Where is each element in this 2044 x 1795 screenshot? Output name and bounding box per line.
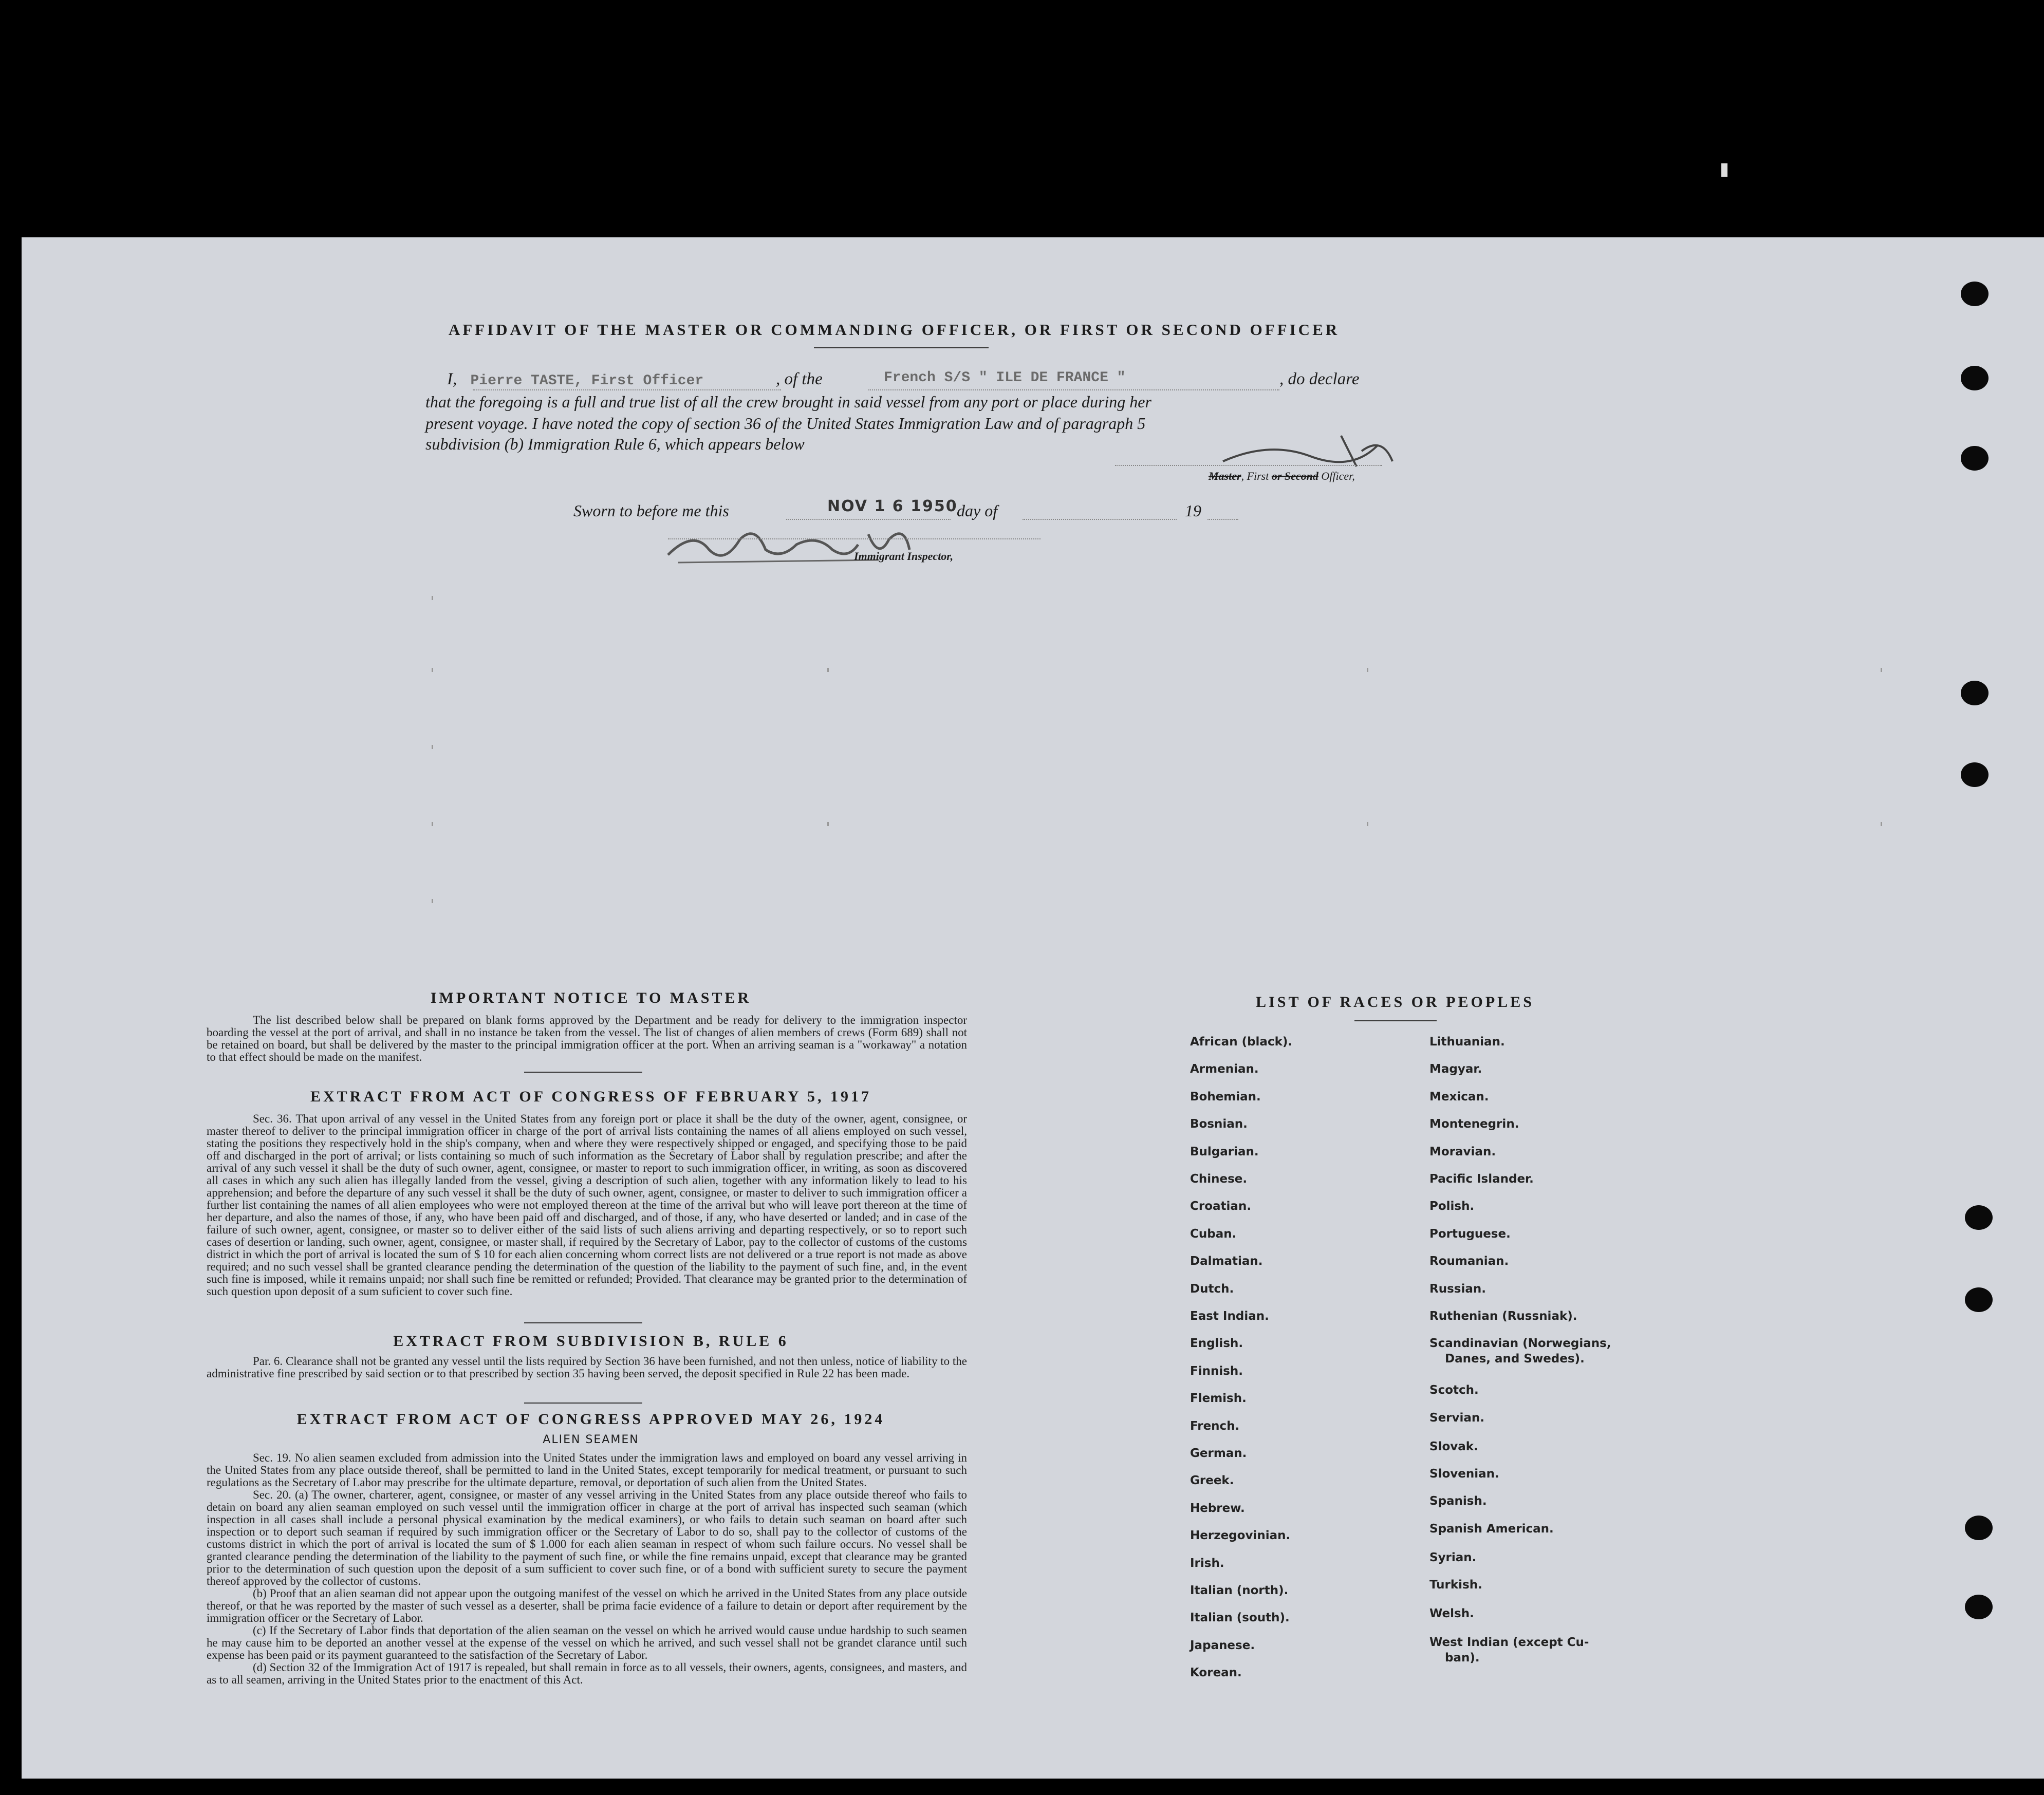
- officer-caption: [1209, 470, 1355, 483]
- extract1917-rule: [524, 1322, 642, 1323]
- struck-second: or Second: [1271, 470, 1318, 482]
- race-item: Korean.: [1190, 1666, 1242, 1680]
- tick-mark: [432, 899, 433, 903]
- race-item: German.: [1190, 1447, 1247, 1460]
- race-item: Herzegovinian.: [1190, 1529, 1291, 1543]
- extract1917-text: [207, 1113, 967, 1298]
- race-item: Italian (north).: [1190, 1584, 1289, 1597]
- tick-mark: [1881, 668, 1882, 672]
- tick-mark: [432, 822, 433, 826]
- extractRule6-text: [207, 1355, 967, 1380]
- vessel-fill-line: [868, 389, 1279, 390]
- race-item: Pacific Islander.: [1429, 1172, 1534, 1186]
- sworn-year-line: [1207, 519, 1238, 520]
- tick-mark: [1367, 668, 1368, 672]
- binder-hole: [1961, 681, 1989, 705]
- caption-officer: Officer,: [1321, 470, 1355, 482]
- race-item: Croatian.: [1190, 1200, 1252, 1213]
- extract1924-title: EXTRACT FROM ACT OF CONGRESS APPROVED MAY 26, 1924: [296, 1411, 885, 1428]
- race-item: Cuban.: [1190, 1227, 1237, 1241]
- race-item: Japanese.: [1190, 1638, 1255, 1652]
- race-item: Bulgarian.: [1190, 1145, 1259, 1158]
- tick-mark: [432, 745, 433, 749]
- race-item: Portuguese.: [1429, 1227, 1511, 1241]
- notice-title: IMPORTANT NOTICE TO MASTER: [430, 989, 752, 1006]
- extract1924-subtitle: ALIEN SEAMEN: [543, 1433, 639, 1446]
- race-item: Syrian.: [1429, 1550, 1477, 1564]
- sworn-month-line: [1023, 519, 1177, 520]
- tick-mark: [827, 668, 829, 672]
- sworn-day-of: day of: [957, 501, 998, 520]
- extractRule6-paragraph: Par. 6. Clearance shall not be granted any vessel until the lists required by Section 36 have been furnished, and not then unless, notice of liability to the administrative fine prescribed by said section or to that prescribed by section 35 having been served, the deposit specified in Rule 22 has been made.: [207, 1355, 967, 1380]
- affidavit-do-declare: , do declare: [1279, 370, 1360, 388]
- binder-hole: [1965, 1287, 1993, 1312]
- race-item: East Indian.: [1190, 1310, 1269, 1323]
- caption-first: , First: [1241, 470, 1269, 482]
- inspector-signature: [663, 519, 954, 575]
- tick-mark: [827, 822, 829, 826]
- extract1924-paragraph: (b) Proof that an alien seaman did not appear upon the outgoing manifest of the vessel on which he arrived in the United States from any place outside thereof, or that he was reported by the master of such vessel as a deserter, shall be prima facie evidence of a failure to detain or deport after requirement by the immigration officer or the Secretary of Labor.: [207, 1587, 967, 1624]
- notice-rule: [524, 1072, 642, 1073]
- race-item: French.: [1190, 1419, 1240, 1433]
- sworn-year: 19: [1185, 501, 1201, 520]
- race-item: Spanish American.: [1429, 1522, 1554, 1536]
- extract1917-title: EXTRACT FROM ACT OF CONGRESS OF FEBRUARY 5, 1917: [310, 1088, 872, 1105]
- race-item: Italian (south).: [1190, 1611, 1290, 1625]
- inspector-caption: Immigrant Inspector,: [854, 550, 954, 563]
- binder-hole: [1965, 1205, 1993, 1230]
- race-item: Russian.: [1429, 1282, 1486, 1296]
- extract1924-paragraph: Sec. 19. No alien seamen excluded from admission into the United States under the immigration laws and employed on board any vessel arriving in the United States from any place outside thereof, shall be permitted to land in the United States, except temporarily for medical treatment, or pursuant to such regulations as the Secretary of Labor may prescribe for the ultimate departure, removal, or deportation of such alien from the United States.: [207, 1451, 967, 1489]
- affidavit-line4: subdivision (b) Immigration Rule 6, which appears below: [425, 435, 805, 453]
- race-item: Finnish.: [1190, 1364, 1243, 1378]
- affidavit-of-the: , of the: [776, 370, 823, 388]
- extractRule6-rule: [524, 1403, 642, 1404]
- race-item: Servian.: [1429, 1411, 1485, 1425]
- race-item: Bohemian.: [1190, 1090, 1261, 1104]
- affidavit-line3: present voyage. I have noted the copy of section 36 of the United States Immigration Law and of paragraph 5: [425, 414, 1146, 433]
- extract1924-paragraph: (d) Section 32 of the Immigration Act of 1917 is repealed, but shall remain in force as to all vessels, their owners, agents, consignees, and masters, and as to all seamen, arriving in the United States prior to the enactment of this Act.: [207, 1661, 967, 1686]
- race-item: Ruthenian (Russniak).: [1429, 1310, 1577, 1323]
- race-item: Flemish.: [1190, 1392, 1247, 1406]
- race-item: Scotch.: [1429, 1383, 1479, 1397]
- corner-mark: [1721, 163, 1727, 177]
- affidavit-title: AFFIDAVIT OF THE MASTER OR COMMANDING OFFICER, OR FIRST OR SECOND OFFICER: [448, 321, 1340, 339]
- extractRule6-title: EXTRACT FROM SUBDIVISION B, RULE 6: [393, 1333, 789, 1350]
- extract1924-paragraph: Sec. 20. (a) The owner, charterer, agent, consignee, or master of any vessel arriving in the United States from any place outside thereof who fails to detain on board any alien seaman employed on such vessel until the immigration officer in charge at the port of arrival has inspected such seaman (which inspection in all cases shall include a personal physical examination by the medical examiners), or who fails to detain such seaman on board after such inspection or to deport such seaman if required by such immigration officer or the Secretary of Labor to do so, shall pay to the collector of customs of the customs district in which the port of arrival is located the sum of $ 1.000 for each alien seaman in respect of whom such failure occurs. No vessel shall be granted clearance pending the determination of the liability to the payment of such fine, or while the fine remains unpaid, except that clearance may be granted prior to the determination of such question upon the deposit of a sum sufficient to cover such fine, or of a bond with sufficient surety to secure the payment thereof approved by the collector of customs.: [207, 1488, 967, 1587]
- race-item: Dalmatian.: [1190, 1255, 1263, 1268]
- race-item: Bosnian.: [1190, 1117, 1248, 1131]
- notice-paragraph: The list described below shall be prepared on blank forms approved by the Department and be ready for delivery to the immigration inspector boarding the vessel at the port of arrival, and shall in no instance be taken from the vessel. The list of changes of alien members of crews (Form 689) shall not be retained on board, but shall be delivered by the master to the principal immigration officer at the port. When an arriving seaman is a "workaway" a notation to that effect should be made on the manifest.: [207, 1014, 967, 1063]
- tick-mark: [432, 668, 433, 672]
- race-item: Turkish.: [1429, 1578, 1482, 1592]
- binder-hole: [1965, 1516, 1993, 1540]
- binder-hole: [1961, 762, 1989, 787]
- race-item: Mexican.: [1429, 1090, 1489, 1104]
- extract1924-text: [207, 1452, 967, 1686]
- race-item: Greek.: [1190, 1474, 1234, 1488]
- affidavit-i: I,: [447, 370, 457, 388]
- affidavit-line1: [447, 370, 1392, 391]
- struck-master: Master: [1209, 470, 1241, 482]
- race-item: Welsh.: [1429, 1607, 1474, 1621]
- officer-signature-line: [1115, 465, 1382, 466]
- notice-text: [207, 1014, 967, 1063]
- race-item: ban).: [1445, 1651, 1480, 1665]
- inspector-signature-line: [668, 538, 1040, 539]
- race-item: Lithuanian.: [1429, 1035, 1505, 1049]
- extract1924-paragraph: (c) If the Secretary of Labor finds that deportation of the alien seaman on the vessel on which he arrived would cause undue hardship to such seamen he may cause him to be deported an another vessel at the expense of the vessel on which he arrived, and such vessel shall not be grandet clarance until such expense has been paid or its payment guaranteed to the satisfaction of the Secretary of Labor.: [207, 1624, 967, 1661]
- race-item: Magyar.: [1429, 1062, 1482, 1076]
- sworn-date-stamp: NOV 1 6 1950: [827, 497, 958, 515]
- race-item: Polish.: [1429, 1200, 1475, 1213]
- binder-hole: [1961, 282, 1989, 306]
- race-item: African (black).: [1190, 1035, 1293, 1049]
- binder-hole: [1961, 366, 1989, 390]
- race-item: Dutch.: [1190, 1282, 1234, 1296]
- race-item: Hebrew.: [1190, 1501, 1245, 1515]
- race-item: Armenian.: [1190, 1062, 1259, 1076]
- race-item: Scandinavian (Norwegians,: [1429, 1337, 1611, 1351]
- race-item: Montenegrin.: [1429, 1117, 1519, 1131]
- race-item: Danes, and Swedes).: [1445, 1352, 1585, 1366]
- race-item: Slovenian.: [1429, 1467, 1499, 1481]
- extract1917-paragraph: Sec. 36. That upon arrival of any vessel in the United States from any foreign port or place it shall be the duty of the owner, agent, consignee, or master thereof to deliver to the principal immigration officer in charge of the port of arrival lists containing the names of all aliens employed on such vessel, stating the positions they respectively hold in the ship's company, when and where they were respectively shipped or engaged, and specifying those to be paid off and discharged in the port of arrival; or lists containing so much of such information as the Secretary of Labor shall by regulation prescribe; and after the arrival of any such vessel it shall be the duty of such owner, agent, consignee, or master to report to such immigration officer, in writing, as soon as discovered all cases in which any such alien has illegally landed from the vessel, giving a description of such alien, together with any information likely to lead to his apprehension; and before the departure of any such vessel it shall be the duty of such owner, agent, consignee, or master to deliver to such immigration officer a further list containing the names of all alien employees who were not employed thereon at the time of the arrival but who will leave port thereon at the time of her departure, and also the names of those, if any, who have been paid off and discharged, and of those, if any, who have deserted or landed; and in case of the failure of such owner, agent, consignee, or master so to deliver either of the said lists of such aliens arriving and departing respectively, or so to report such cases of desertion or landing, such owner, agent, consignee, or master shall, if required by the Secretary of Labor, pay to the collector of customs of the customs district in which the port of arrival is located the sum of $ 10 for each alien concerning whom correct lists are not delivered or a true report is not made as above required; and no such vessel shall be granted clearance pending the determination of the question of the liability to the payment of such fine, and, in the event such fine is imposed, while it remains unpaid; nor shall such fine be remitted or refunded; Provided. That clearance may be granted prior to the determination of such question upon deposit of a sum suficient to cover such fine.: [207, 1112, 967, 1298]
- races-underline: [1354, 1020, 1437, 1021]
- race-item: English.: [1190, 1337, 1243, 1351]
- binder-hole: [1961, 446, 1989, 471]
- race-item: Irish.: [1190, 1556, 1224, 1570]
- race-item: Slovak.: [1429, 1439, 1478, 1453]
- race-item: West Indian (except Cu-: [1429, 1636, 1589, 1650]
- sworn-prefix: Sworn to before me this: [573, 501, 729, 520]
- tick-mark: [1367, 822, 1368, 826]
- tick-mark: [432, 596, 433, 600]
- name-fill-line: [473, 389, 781, 390]
- race-item: Spanish.: [1429, 1494, 1487, 1508]
- vessel-name-typed: French S/S " ILE DE FRANCE ": [884, 370, 1126, 386]
- officer-name-typed: Pierre TASTE, First Officer: [470, 373, 704, 389]
- title-underline: [814, 347, 989, 348]
- affidavit-line2: that the foregoing is a full and true list of all the crew brought in said vessel from any port or place during her: [425, 392, 1151, 411]
- tick-mark: [1881, 822, 1882, 826]
- binder-hole: [1965, 1595, 1993, 1619]
- race-item: Chinese.: [1190, 1172, 1248, 1186]
- race-item: Moravian.: [1429, 1145, 1496, 1158]
- races-title: LIST OF RACES OR PEOPLES: [1256, 994, 1534, 1011]
- race-item: Roumanian.: [1429, 1255, 1509, 1268]
